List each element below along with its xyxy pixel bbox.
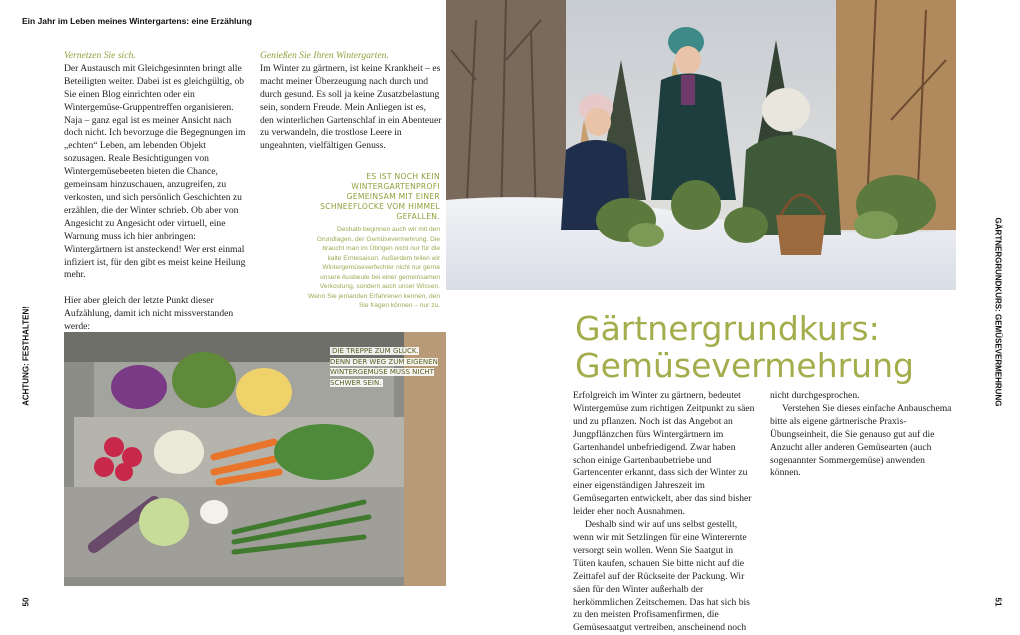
paragraph: Deshalb sind wir auf uns selbst gestellt, wenn wir mit Setzlingen für eine Winterernte versorgt sein wollen. Wenn Sie Saatgut in Tüten kaufen, schauen Sie bitte nicht auf die Zeittafel auf der Rückseite der Packung. Wir säen für den Winter außerhalb der herkömmlichen Zeitschemen. Das hat sich bis zu den meisten Profisamenfirmen, die Gemüsesaatgut vertreiben, anscheinend noch (573, 519, 750, 634)
photo-caption-text: DIE TREPPE ZUM GLÜCK. DENN DER WEG ZUM EIGENEN WINTERGEMÜSE MUSS NICHT SCHWER SEIN. (330, 347, 438, 387)
chapter-title-line1: Gärtnergrundkurs: (575, 309, 880, 348)
paragraph: Erfolgreich im Winter zu gärtnern, bedeutet Wintergemüse zum richtigen Zeitpunkt zu säen und zu pflanzen. Noch ist das Angebot an Jungpflänzchen fürs Wintergärtnern im Gartenhandel unbefriedigend. Zwar haben schon einige Gartenbaubetriebe und Gartencenter erkannt, dass sich der Winter zu einer eigenständigen Jahreszeit im Gemüsegarten entwickelt, aber das sind bisher leider eher noch Ausnahmen. (573, 390, 755, 518)
text-column-1 (64, 50, 246, 334)
section-heading: Genießen Sie Ihren Wintergarten. (260, 50, 389, 61)
text-column-2 (260, 50, 442, 153)
winter-harvest-photo (446, 0, 956, 290)
section-heading: Vernetzen Sie sich. (64, 50, 136, 61)
paragraph: Im Winter zu gärtnern, ist keine Krankheit – es macht meiner Überzeugung nach durch und durch gesund. Es soll ja keine Zusatzbelastung sein, sondern Freude. Mein Anliegen ist es, den winterlichen Gartenschlaf in ein Abenteuer zu verwandeln, die trostlose Leere in ungeahnten, vielfältigen Genuss. (260, 62, 442, 152)
running-head: Ein Jahr im Leben meines Wintergartens: eine Erzählung (22, 16, 252, 26)
pull-quote-body: Deshalb beginnen auch wir mit den Grundlagen, der Gemüsevermehrung. Die braucht man im Übrigen nicht nur für die kalte Erntesaison. Außerdem teilen wir Wintergemüseverfechter nicht nur gerne unsere Ausbeute bei einer gemeinsamen Verkostung, sondern auch unser Wissen. Wenn Sie jemanden Erfahrenen kennen, den Sie fragen können – nur zu. (308, 226, 440, 309)
page-number-left: 50 (21, 597, 31, 607)
paragraph: Der Austausch mit Gleichgesinnten bringt alle Beteiligten weiter. Dabei ist es gleichgültig, ob Sie einen Blog einrichten oder ein Wintergemüse-Gruppentreffen organisieren. Naja – ganz egal ist es meiner Ansicht nach doch nicht. Ich bevorzuge die Begegnungen im „echten“ Leben, am lebenden Objekt sozusagen. Reale Besichtigungen von Wintergemüsebeeten bieten die Chance, gemeinsam hinzuschauen, anzugreifen, zu verkosten, und sich persönlich Geschichten zu erzählen, die der Winter schrieb. Ob aber von Angesicht zu Angesicht oder virtuell, eine Warnung muss ich hier anbringen: Wintergärtnern ist ansteckend! Wer erst einmal infiziert ist, für den gibt es meist keine Heilung mehr. (64, 62, 246, 281)
paragraph: Hier aber gleich der letzte Punkt dieser Aufzählung, damit ich nicht missverstanden werde: (64, 295, 234, 333)
photo-caption (330, 346, 440, 388)
right-text-column-1 (573, 390, 757, 635)
side-label-left: ACHTUNG: FESTHALTEN! (21, 306, 31, 406)
pull-quote (308, 172, 440, 311)
side-label-right: GÄRTNERGRUNDKURS: GEMÜSEVERMEHRUNG (993, 217, 1003, 407)
right-text-column-2 (770, 390, 954, 480)
pull-quote-heading: ES IST NOCH KEIN WINTERGARTENPROFI GEMEINSAM MIT EINER SCHNEEFLOCKE VOM HIMMEL GEFALLEN. (320, 172, 440, 221)
paragraph: nicht durchgesprochen. (770, 390, 860, 401)
chapter-title (575, 310, 914, 384)
paragraph: Verstehen Sie dieses einfache Anbauschema bitte als eigene gärtnerische Praxis-Übungseinheit, die Sie genauso gut auf die Anzucht aller anderen Gemüsearten (auch sogenannter Sommergemüse) anwenden können. (770, 402, 952, 479)
chapter-title-line2: Gemüsevermehrung (575, 346, 914, 385)
page-number-right: 51 (993, 597, 1003, 607)
